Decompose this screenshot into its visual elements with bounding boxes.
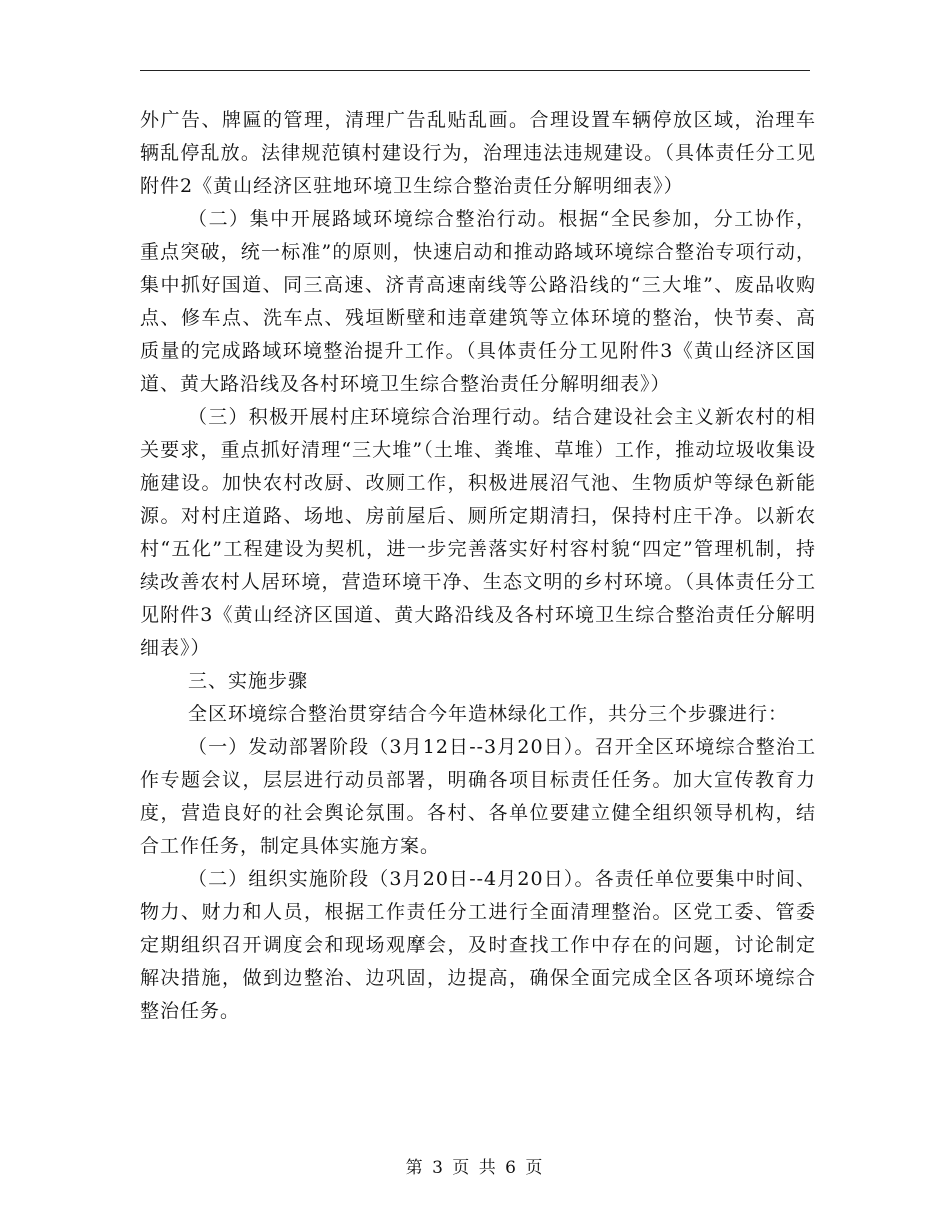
page-number-footer: 第 3 页 共 6 页 <box>405 1158 545 1178</box>
document-body <box>140 104 816 1028</box>
paragraph-continuation: 外广告、牌匾的管理，清理广告乱贴乱画。合理设置车辆停放区域，治理车辆乱停乱放。法律规范镇村建设行为，治理违法违规建设。（具体责任分工见附件2《黄山经济区驻地环境卫生综合整治责任分解明细表》） <box>140 109 816 197</box>
paragraph-village-rectification: （三）积极开展村庄环境综合治理行动。结合建设社会主义新农村的相关要求，重点抓好清理“三大堆”（土堆、粪堆、草堆）工作，推动垃圾收集设施建设。加快农村改厨、改厕工作，积极进展沼气池、生物质炉等绿色新能源。对村庄道路、场地、房前屋后、厕所定期清扫，保持村庄干净。以新农村“五化”工程建设为契机，进一步完善落实好村容村貌“四定”管理机制，持续改善农村人居环境，营造环境干净、生态文明的乡村环境。（具体责任分工见附件3《黄山经济区国道、黄大路沿线及各村环境卫生综合整治责任分解明细表》） <box>140 406 816 659</box>
paragraph-road-rectification: （二）集中开展路域环境综合整治行动。根据“全民参加，分工协作，重点突破，统一标准”的原则，快速启动和推动路域环境综合整治专项行动，集中抓好国道、同三高速、济青高速南线等公路沿线的“三大堆”、废品收购点、修车点、洗车点、残垣断壁和违章建筑等立体环境的整治，快节奏、高质量的完成路域环境整治提升工作。（具体责任分工见附件3《黄山经济区国道、黄大路沿线及各村环境卫生综合整治责任分解明细表》） <box>140 208 816 395</box>
header-rule <box>140 70 810 71</box>
paragraph-steps-intro: 全区环境综合整治贯穿结合今年造林绿化工作，共分三个步骤进行： <box>188 703 789 725</box>
section-heading-steps: 三、实施步骤 <box>188 670 309 692</box>
paragraph-implementation-stage: （二）组织实施阶段（3月20日--4月20日）。各责任单位要集中时间、物力、财力和人员，根据工作责任分工进行全面清理整治。区党工委、管委定期组织召开调度会和现场观摩会，及时查找工作中存在的问题，讨论制定解决措施，做到边整治、边巩固，边提高，确保全面完成全区各项环境综合整治任务。 <box>140 868 816 1022</box>
paragraph-mobilization-stage: （一）发动部署阶段（3月12日--3月20日）。召开全区环境综合整治工作专题会议，层层进行动员部署，明确各项目标责任任务。加大宣传教育力度，营造良好的社会舆论氛围。各村、各单位要建立健全组织领导机构，结合工作任务，制定具体实施方案。 <box>140 736 816 857</box>
